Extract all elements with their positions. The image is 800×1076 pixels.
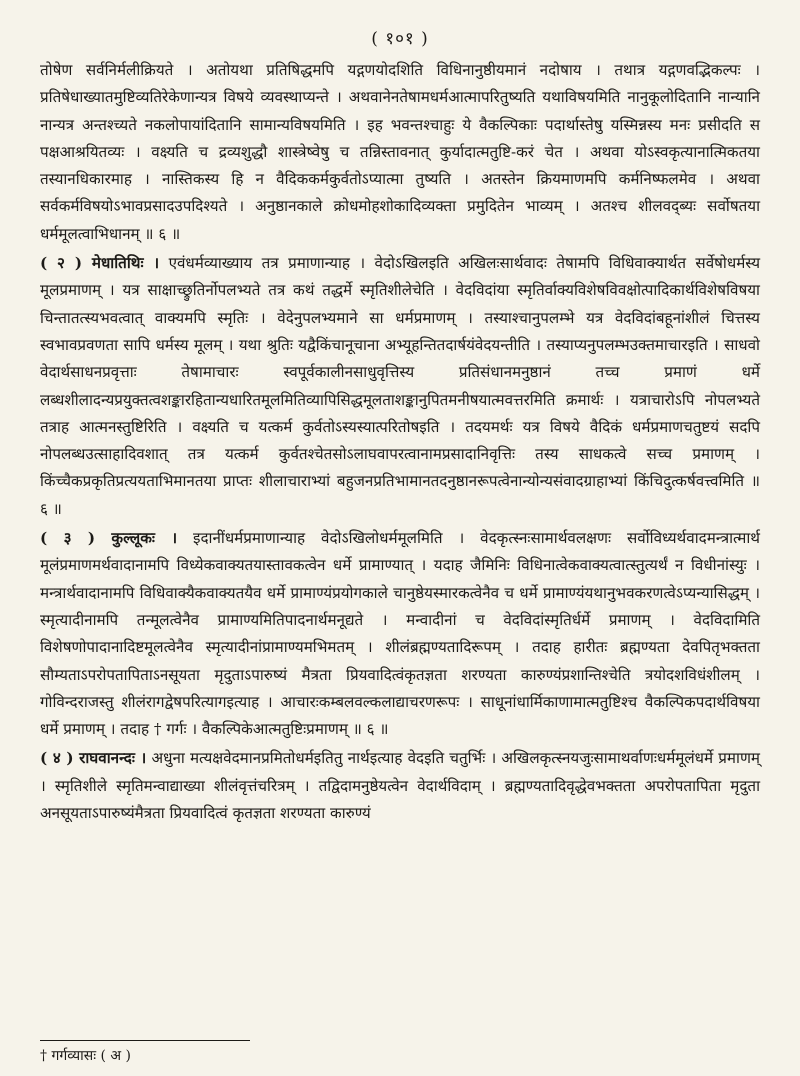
section-heading: ( ३ ) कुल्लूकः । xyxy=(40,529,178,548)
paragraph-kulluka xyxy=(40,525,760,743)
paragraph-text: अधुना मत्यक्षवेदमानप्रमितोधर्मइतितु नार्थइत्याह वेदइति चतुर्भिः । अखिलकृत्स्नयजुःसामाथर्वाणःधर्ममूलंधर्मे प्रमाणम् । स्मृतिशीले स्मृतिमन्वाद्याख्या शीलंवृत्तंचरित्रम् । तद्विदामनुष्ठेयत्वेन वेदार्थविदाम् । ब्रह्मण्यतादिवृद्धेवभक्तता अपरोपतापिता मृदुता अनसूयताऽपारुष्यंमैत्रता प्रियवादित्वं कृतज्ञता शरण्यता कारुण्यं xyxy=(40,749,761,823)
paragraph-raghavananda xyxy=(40,745,760,827)
commentary-text xyxy=(40,57,760,827)
footnote-rule xyxy=(40,1040,250,1041)
paragraph-medhatithi xyxy=(40,250,760,523)
paragraph-text: इदानींधर्मप्रमाणान्याह वेदोऽखिलोधर्ममूलमिति । वेदकृत्स्नःसामार्थवलक्षणः सर्वोविध्यर्थवादमन्त्रात्मार्थ मूलंप्रमाणमर्थवादानामपि विध्येकवाक्यतयास्तावकत्वेन धर्मे प्रामाण्यात् । यदाह जैमिनिः विधिनात्वेकवाक्यत्वात्स्तुत्यर्थं न विधीनांस्युः । मन्त्रार्थवादानामपि विधिवाक्यैकवाक्यतयैव धर्मे प्रामाण्यंप्रयोगकाले चानुष्ठेयस्मारकत्वेनैव च धर्मे प्रामाण्यंयथानुभवकरणत्वेऽप्यन्यासिद्धम् । स्मृत्यादीनामपि तन्मूलत्वेनैव प्रामाण्यमितिपादनार्थमनूद्यते । मन्वादीनां च वेदविदांस्मृतिर्धर्मे प्रमाणम् । वेदविदामिति विशेषणोपादानादिष्टमूलत्वेनैव स्मृत्यादीनांप्रामाण्यमभिमतम् । शीलंब्रह्मण्यतादिरूपम् । तदाह हारीतः ब्रह्मण्यता देवपितृभक्तता सौम्यताऽपरोपतापिताऽनसूयता मृदुताऽपारुष्यं मैत्रता प्रियवादित्वंकृतज्ञता शरण्यता कारुण्यंप्रशान्तिश्चेति त्रयोदशविधंशीलम् । गोविन्दराजस्तु शीलंरागद्वेषपरित्यागइत्याह । आचारःकम्बलवल्कलाद्याचरणरूपः । साधूनांधार्मिकाणामात्मतुष्टिश्च वैकल्पिकपदार्थविषया धर्मे प्रमाणम् । तदाह † गर्गः । वैकल्पिकेआत्मतुष्टिःप्रमाणम् ॥ ६ ॥ xyxy=(40,529,761,739)
page-number: ( १०१ ) xyxy=(371,29,429,49)
footnote: † गर्गव्यासः ( अ ) xyxy=(40,1048,132,1064)
paragraph-text: तोषेण सर्वनिर्मलीक्रियते । अतोयथा प्रतिषिद्धमपि यद्गणयोदशिति विधिनानुष्ठीयमानं नदोषाय । तथात्र यद्गणवद्भिकल्पः । प्रतिषेधाख्यातमुष्टिव्यतिरेकेणान्यत्र विषये व्यवस्थाप्यन्ते । अथवानेनतेषामधर्मआत्मापरितुष्यति यथाविषयमिति नानुकूलोदितानि नान्यानि नान्यत्र अन्तश्च्यते नकलोपायांदितानि सामान्यविषयमिति । इह भवन्तश्चाहुः ये वैकल्पिकाः पदार्थास्तेषु यस्मिन्नस्य मनः प्रसीदति स पक्षआश्रयितव्यः । वक्ष्यति च द्रव्यशुद्धौ शास्त्रेष्वेषु च तन्निस्तावनात् कुर्यादात्मतुष्टि-करं चेत । अथवा योऽस्वकृत्यानात्मिकतया तस्यानधिकारमाह । नास्तिकस्य हि न वैदिककर्मकुर्वतोऽप्यात्मा तुष्यति । अतस्तेन क्रियमाणमपि कर्मनिष्फलमेव । अथवा सर्वकर्मविषयोऽभावप्रसादउपदिश्यते । अनुष्ठानकाले क्रोधमोहशोकादिव्यक्ता प्रमुदितेन भाव्यम् । अतश्च शीलवद्ब्यः सर्वोषतया धर्ममूलत्वाभिधानम् ॥ ६ ॥ xyxy=(40,61,760,243)
section-heading: ( २ ) मेधातिथिः । xyxy=(40,254,160,273)
paragraph-1 xyxy=(40,57,760,248)
paragraph-text: एवंधर्मव्याख्याय तत्र प्रमाणान्याह । वेदोऽखिलइति अखिलःसार्थवादः तेषामपि विधिवाक्यार्थत सर्वेषोधर्मस्य मूलप्रमाणम् । यत्र साक्षाच्छ्रुतिर्नोपलभ्यते तत्र कथं तद्धर्मे स्मृतिशीलेचेति । वेदविदांया स्मृतिर्वाक्यविशेषविवक्षोत्पादिकार्थविशेषविषया चिन्तातत्स्यभवत्वात् वाक्यमपि स्मृतिः । वेदेनुपलभ्यमाने सा धर्मप्रमाणम् । तस्याश्चानुपलम्भे यत्र वेदविदांबहूनांशीलं चित्तस्य स्वभावप्रवणता सापि धर्मस्य मूलम् । यथा श्रुतिः यद्वैकिंचानूचाना अभ्यूहन्तितदार्षयंवेदयन्तीति । तस्याप्यनुपलम्भउक्तमाचारइति । साधवो वेदार्थसाधनप्रवृत्ताः तेषामाचारः स्वपूर्वकालीनसाधुवृत्तिस्य प्रतिसंधानमनुष्ठानं तच्च प्रमाणं धर्मे लब्धशीलादन्यप्रयुक्तत्वशङ्कारहितान्यधारितमूलमितिव्यापिसिद्धमूलताशङ्कानुपितमनीषयात्मवत्तरमिति क्रमार्थः । यत्राचारोऽपि नोपलभ्यते तत्राह आत्मनस्तुष्टिरिति । वक्ष्यति च यत्कर्म कुर्वतोऽस्यस्यात्परितोषइति । तदयमर्थः यत्र विषये वैदिकं धर्मप्रमाणचतुष्टयं सदपि नोपलब्धउत्साहादिवशात् तत्र यत्कर्म कुर्वतश्चेतसोऽलाघवापरत्वानामप्रसादानिवृत्तिः तस्य साधकत्वे सच्च प्रमाणम् । किंच्चैकप्रकृतिप्रत्ययताभिमानतया प्राप्तः शीलाचाराभ्यां बहुजनप्रतिभामानतदनुष्ठानरूपत्वेनान्योन्यसंवादग्राहाभ्यां किंचिदुत्कर्षवत्त्वमिति ॥ ६ ॥ xyxy=(40,254,760,518)
section-heading: ( ४ ) राघवानन्दः । xyxy=(40,749,147,768)
